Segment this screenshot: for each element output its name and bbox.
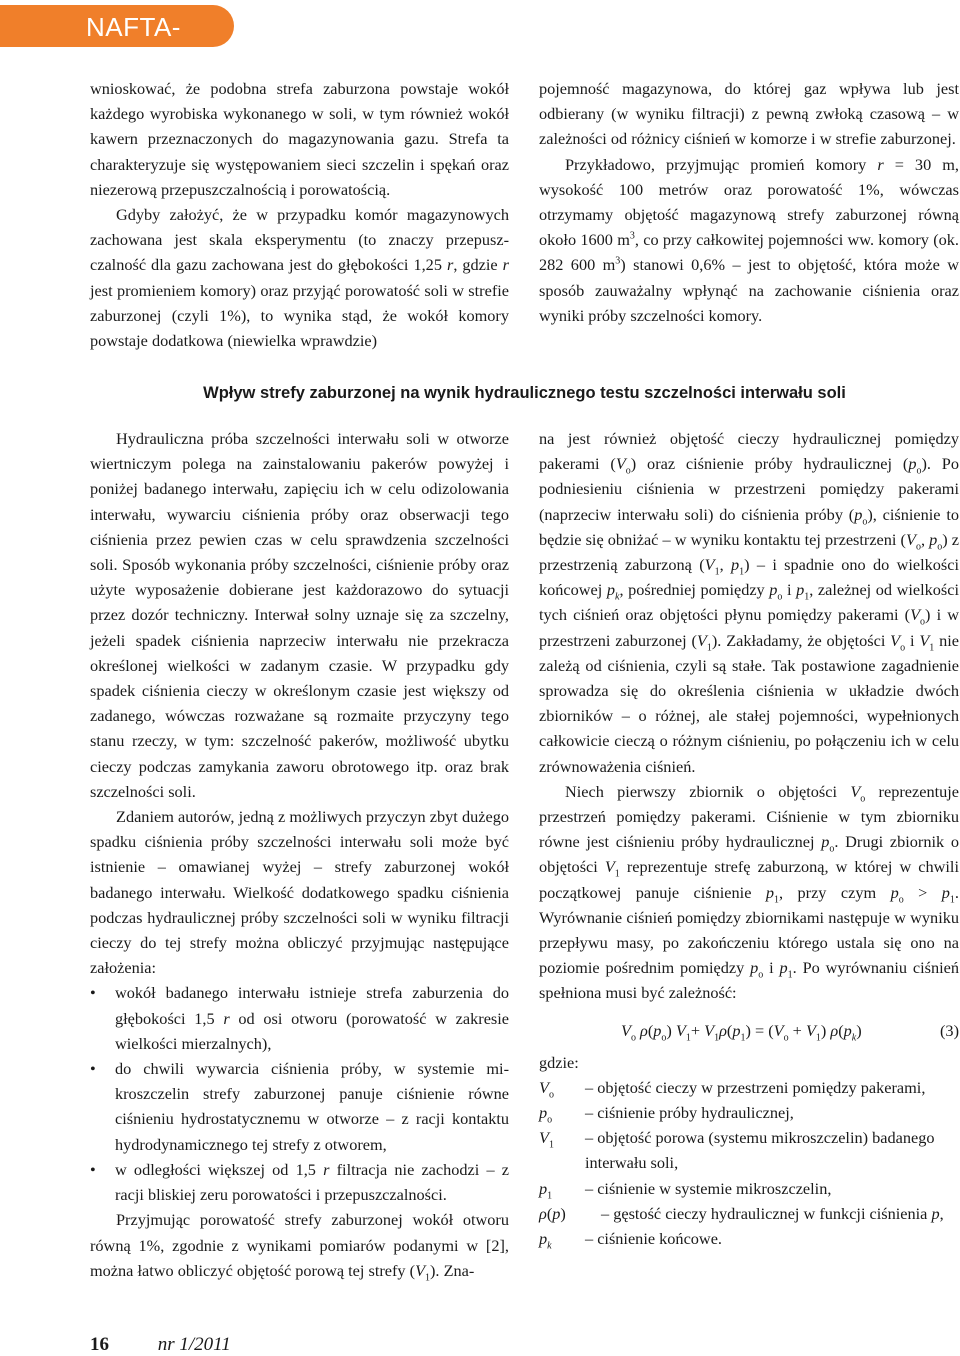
journal-title: NAFTA-GAZ [86, 12, 181, 73]
section-title: Wpływ strefy zaburzonej na wynik hydraulicznego testu szczelności interwału soli [203, 384, 846, 402]
equation-number: (3) [940, 1020, 959, 1040]
equation-body: $V_o$ $\rho(p_o)$ $V_1+ V_1\rho(p_1) = (V_o + V_1)$ $\rho(p_k)$ [621, 1020, 862, 1043]
definition-symbol: $V_o$ [539, 1077, 554, 1101]
symbol-definition [539, 1226, 959, 1251]
paragraph: Przyjmując porowatość strefy zaburzonej wokół otworu równą 1%, zgodnie z wynikami pomiarów podanymi w [2], można łatwo obliczyć objętość porową tej strefy $(V_1)$. Zna- [90, 1210, 509, 1283]
journal-header-badge [0, 5, 234, 73]
symbol-definition [539, 1201, 959, 1226]
list-item: • w odległości większej od 1,5 r filtracja nie zachodzi – z racji bliskiej zeru porowatości i przepuszczalności. [90, 1157, 509, 1207]
paragraph: Zdaniem autorów, jedną z możliwych przyczyn zbyt dużego spadku ciśnienia próby szczelności interwału soli może być istnienie – omawianej wyżej – strefy zaburzonej wokół badanego interwału. Wielkość dodatkowego spadku ciśnienia podczas hydraulicznej próby szczelności soli w wyniku filtracji cieczy do tej strefy można obliczyć przyjmując następujące założenia: [90, 807, 509, 978]
paragraph: na jest również objętość cieczy hydraulicznej pomiędzy pakerami $(V_o)$ oraz ciśnienie próby hydraulicznej $(p_o)$. Po podniesieniu ciśnienia w przestrzeni pomiędzy pakerami (naprzeciw interwału soli) do ciśnienia próby $(p_o)$, ciśnienie to będzie się obniżać – w wyniku kontaktu tej przestrzeni ($V_o$, $p_o$) z przestrzenią zaburzoną ($V_1$, $p_1$) – i spadnie ono do wielkości końcowej $p_k$, pośredniej pomiędzy $p_o$ i $p_1$, zależnej od wielkości tych ciśnień oraz objętości płynu pomiędzy pakerami $(V_o)$ i w przestrzeni zaburzonej $(V_1)$. Zakładamy, że objętości $V_o$ i $V_1$ nie zależą od ciśnienia, czyli są stałe. Tak postawione zagadnienie sprowadza się do określenia ciśnienia w układzie dwóch zbiorników – o różnej, ale stałej pojemności, wypełnionych całkowicie cieczą o różnym ciśnieniu, po połączeniu ich w celu zrównoważenia ciśnień. [539, 429, 960, 776]
symbol-definitions [539, 1075, 959, 1251]
symbol-definition [539, 1125, 959, 1175]
page-number: 16 [90, 1334, 109, 1355]
symbol-definition [539, 1100, 959, 1125]
paragraph: Niech pierwszy zbiornik o objętości $V_o$ reprezentuje przestrzeń pomiędzy pakerami. Ciśnienie w tym zbiorniku równe jest ciśnieniu próby hydraulicznej $p_o$. Drugi zbiornik o objętości $V_1$ reprezentuje strefę zaburzoną, w której w chwili początkowej panuje ciśnienie $p_1$, przy czym $p_o > p_1$. Wyrównanie ciśnień pomiędzy zbiornikami następuje w wyniku przepływu masy, po zakończeniu którego ustala się ono na poziomie pośrednim pomiędzy $p_o$ i $p_1$. Po wyrównaniu ciśnień spełniona musi być zależność: [539, 781, 960, 1003]
definition-text: – gęstość cieczy hydraulicznej w funkcji ciśnienia p, [601, 1203, 944, 1223]
definition-text: – ciśnienie końcowe. [585, 1229, 722, 1249]
definition-symbol: $p_k$ [539, 1229, 552, 1252]
definition-text: – objętość cieczy w przestrzeni pomiędzy pakerami, [585, 1077, 926, 1097]
assumptions-list [90, 980, 509, 1207]
paragraph: wnioskować, że podobna strefa zaburzona powstaje wokół każdego wyrobiska wykonanego w soli, w tym również wokół kawern przeznaczonych do magazynowania gazu. Strefa ta charakteryzuje się występowaniem sieci szczelin i spękań oraz niezerową przepuszczalnością i porowatością. [90, 79, 509, 199]
paragraph: Przykładowo, przyjmując promień komory r = 30 m, wysokość 100 metrów oraz porowatość 1%, wówczas otrzymamy objętość magazynową strefy zaburzonej równą około 1600 $m^3$, co przy całkowitej pojemności ww. komory (ok. 282 600 $m^3$) stanowi 0,6% – jest to objętość, która może w sposób zauważalny wpłynąć na zachowanie ciśnienia oraz wyniki próby szczelności komory. [539, 154, 960, 325]
top-right-column [539, 76, 959, 328]
definition-symbol: $V_1$ [539, 1128, 554, 1151]
symbol-definition [539, 1176, 959, 1201]
definition-text: – ciśnienie próby hydraulicznej, [585, 1103, 794, 1123]
bottom-right-column [539, 426, 959, 1251]
definition-symbol: ρ(p) [539, 1203, 566, 1223]
issue-number: nr 1/2011 [157, 1334, 231, 1355]
equation [539, 1012, 959, 1050]
definition-text: – objętość porowa (systemu mikroszczelin) badanego interwału soli, [585, 1128, 935, 1173]
definition-symbol: $p_1$ [539, 1178, 553, 1201]
paragraph: Gdyby założyć, że w przypadku komór magazynowych zachowana jest skala eksperymentu (to znaczy przepuszczalność dla gazu zachowana jest do głębokości 1,25 r, gdzie r jest promieniem komory) oraz przyjąć porowatość soli w strefie zaburzonej (czyli 1%), to wynika stąd, że wokół komory powstaje dodatkowa (niewielka wprawdzie) [90, 205, 509, 351]
paragraph: Hydrauliczna próba szczelności interwału soli w otworze wiertniczym polega na zainstalowaniu pakerów powyżej i poniżej badanego interwału, zapięciu ich w celu odizolowania interwału, wywarciu ciśnienia próby oraz obserwacji tego ciśnienia przez pewien czas w celu sprawdzenia szczelności soli. Sposób wykonania próby szczelności, ciśnienie próby oraz użyte wyposażenie dobierane jest każdorazowo do sytuacji przez dozór techniczny. Interwał solny uznaje się za szczelny, jeżeli spadek ciśnienia naprzeciw interwału nie przekracza określonej wielkości w zadanym czasie. W przypadku gdy spadek ciśnienia cieczy w określonym czasie jest większy od zadanego, wówczas rozważane są rozmaite przyczyny tego stanu rzeczy, w tym: szczelność pakerów, możliwość ubytku cieczy podczas zamykania zaworu obrotowego itp. oraz brak szczelności soli. [90, 429, 509, 801]
paragraph: pojemność magazynowa, do której gaz wpływa lub jest odbierany (w wyniku filtracji) z pewną zwłoką czasową – w zależności od różnicy ciśnień w komorze i w strefie zaburzonej. [539, 79, 959, 149]
top-left-column [90, 76, 509, 353]
list-item: • do chwili wywarcia ciśnienia próby, w systemie mikroszczelin strefy zaburzonej panuje ciśnienie równe ciśnieniu hydrostatycznemu w otworze – z racji kontaktu hydrodynamicznego tej strefy z otworem, [90, 1056, 509, 1157]
definition-symbol: $p_o$ [539, 1103, 553, 1126]
page-footer [90, 1334, 231, 1356]
bottom-left-column [90, 426, 509, 1283]
list-item: • wokół badanego interwału istnieje strefa zaburzenia do głębokości 1,5 r od osi otworu (porowatość w zakresie wielkości mierzalnych), [90, 980, 509, 1056]
where-label: gdzie: [539, 1052, 579, 1072]
definition-text: – ciśnienie w systemie mikroszczelin, [585, 1178, 832, 1198]
symbol-definition [539, 1075, 959, 1100]
